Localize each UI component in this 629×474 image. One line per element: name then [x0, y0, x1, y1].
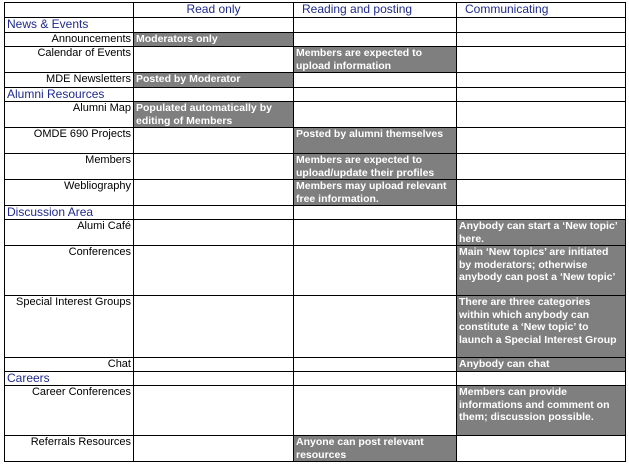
row-label-conferences: Conferences — [5, 246, 134, 296]
header-blank — [5, 3, 134, 18]
cell-map-read: Populated automatically by editing of Members — [134, 102, 294, 128]
cell-calendar-post: Members are expected to upload information — [294, 47, 457, 73]
table-row — [5, 358, 626, 372]
row-label-cafe: Alumi Café — [5, 220, 134, 246]
section-row-discussion — [5, 206, 626, 220]
section-discussion: Discussion Area — [5, 206, 134, 220]
cell-conferences-comm: Main ‘New topics’ are initiated by moderators; otherwise anybody can post a ‘New topic’ — [457, 246, 626, 296]
permissions-table — [4, 2, 626, 462]
header-communicating: Communicating — [457, 3, 626, 18]
cell-cafe-comm: Anybody can start a ‘New topic’ here. — [457, 220, 626, 246]
table-row — [5, 128, 626, 154]
row-label-webliography: Webliography — [5, 180, 134, 206]
section-alumni: Alumni Resources — [5, 88, 134, 102]
table-row — [5, 436, 626, 462]
table-row — [5, 220, 626, 246]
table-row — [5, 296, 626, 358]
row-label-career-conferences: Career Conferences — [5, 386, 134, 436]
header-read-only: Read only — [134, 3, 294, 18]
table-row — [5, 33, 626, 47]
cell-webliography-post: Members may upload relevant free information. — [294, 180, 457, 206]
section-row-alumni — [5, 88, 626, 102]
cell-career-conferences-comm: Members can provide informations and comment on them; discussion possible. — [457, 386, 626, 436]
section-row-careers — [5, 372, 626, 386]
header-row — [5, 3, 626, 18]
cell-announcements-read: Moderators only — [134, 33, 294, 47]
section-news: News & Events — [5, 18, 134, 33]
row-label-chat: Chat — [5, 358, 134, 372]
row-label-mde: MDE Newsletters — [5, 73, 134, 88]
table-row — [5, 47, 626, 73]
table-row — [5, 73, 626, 88]
row-label-calendar: Calendar of Events — [5, 47, 134, 73]
section-careers: Careers — [5, 372, 134, 386]
cell-members-post: Members are expected to upload/update their profiles — [294, 154, 457, 180]
table-row — [5, 386, 626, 436]
row-label-omde: OMDE 690 Projects — [5, 128, 134, 154]
row-label-members: Members — [5, 154, 134, 180]
row-label-map: Alumni Map — [5, 102, 134, 128]
row-label-referrals: Referrals Resources — [5, 436, 134, 462]
header-reading-posting: Reading and posting — [294, 3, 457, 18]
cell-sig-comm: There are three categories within which anybody can constitute a ‘New topic’ to launch a Special Interest Group — [457, 296, 626, 358]
section-row-news — [5, 18, 626, 33]
row-label-announcements: Announcements — [5, 33, 134, 47]
cell-mde-read: Posted by Moderator — [134, 73, 294, 88]
table-row — [5, 180, 626, 206]
table-row — [5, 246, 626, 296]
table-row — [5, 154, 626, 180]
cell-chat-comm: Anybody can chat — [457, 358, 626, 372]
table-row — [5, 102, 626, 128]
cell-omde-post: Posted by alumni themselves — [294, 128, 457, 154]
cell-referrals-post: Anyone can post relevant resources — [294, 436, 457, 462]
row-label-sig: Special Interest Groups — [5, 296, 134, 358]
